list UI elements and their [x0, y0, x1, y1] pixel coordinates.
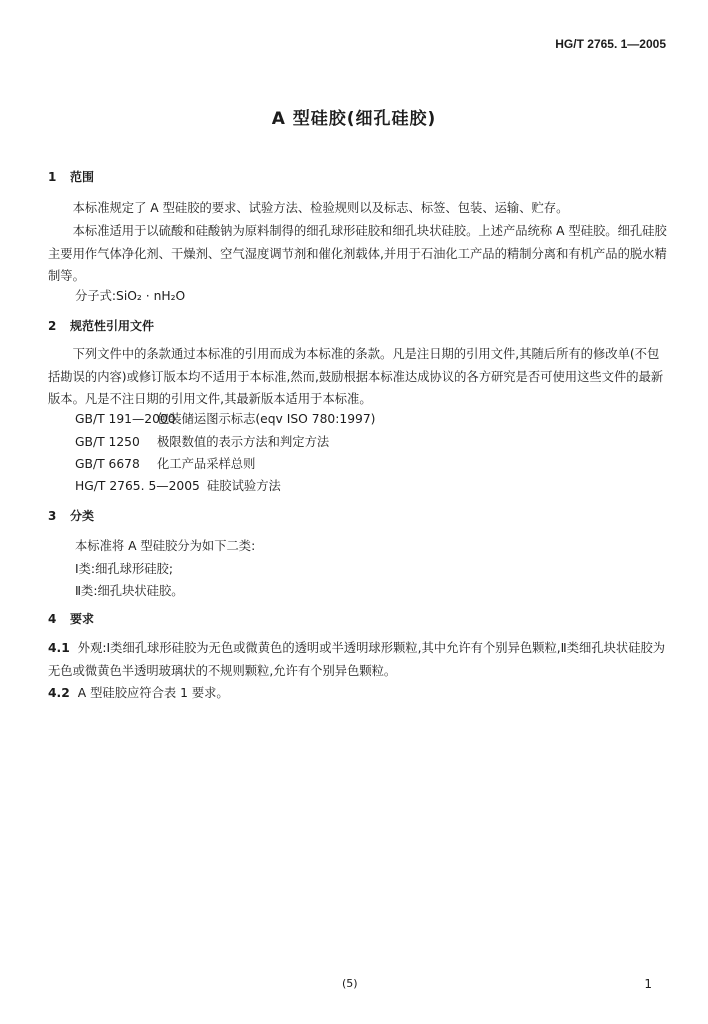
reference-item: [75, 454, 255, 472]
standard-code: HG/T 2765. 1—2005: [555, 37, 666, 51]
clause-number: 4.1: [48, 641, 70, 655]
reference-code: GB/T 191—2000: [75, 412, 176, 426]
reference-code: GB/T 6678: [75, 457, 140, 471]
section-title: 范围: [70, 170, 95, 184]
reference-code: GB/T 1250: [75, 435, 140, 449]
reference-title: 硅胶试验方法: [207, 479, 281, 493]
section-title: 要求: [70, 612, 95, 626]
clause-text: 外观:Ⅰ类细孔球形硅胶为无色或微黄色的透明或半透明球形颗粒,其中允许有个别异色颗粒,Ⅱ类细孔块状硅胶为无色或微黄色半透明玻璃状的不规则颗粒,允许有个别异色颗粒。: [48, 641, 666, 678]
reference-item: [75, 432, 329, 450]
clause-text: A 型硅胶应符合表 1 要求。: [77, 686, 229, 700]
references-paragraph: 下列文件中的条款通过本标准的引用而成为本标准的条款。凡是注日期的引用文件,其随后所有的修改单(不包括勘误的内容)或修订版本均不适用于本标准,然而,鼓励根据本标准达成协议的各方研究是否可使用这些文件的最新版本。凡是不注日期的引用文件,其最新版本适用于本标准。: [48, 347, 664, 406]
section-4-heading: [48, 610, 94, 627]
reference-item: [75, 476, 281, 494]
class-item-2: Ⅱ类:细孔块状硅胶。: [75, 584, 184, 598]
scope-paragraph-2: 本标准适用于以硫酸和硅酸钠为原料制得的细孔球形硅胶和细孔块状硅胶。上述产品统称 A 型硅胶。细孔硅胶主要用作气体净化剂、干燥剂、空气湿度调节剂和催化剂载体,并用于石油化工产品的精制分离和有机产品的脱水精制等。: [48, 224, 667, 283]
reference-item: [75, 409, 375, 427]
footer-mark: (5): [342, 977, 358, 990]
clause-number: 4.2: [48, 686, 70, 700]
classification-intro: 本标准将 A 型硅胶分为如下二类:: [75, 539, 256, 553]
clause-4-2: [48, 682, 668, 705]
reference-title: 包装储运图示标志(eqv ISO 780:1997): [157, 412, 376, 426]
section-number: 2: [48, 319, 57, 333]
section-number: 3: [48, 509, 57, 523]
reference-code: HG/T 2765. 5—2005: [75, 479, 200, 493]
section-3-heading: [48, 507, 94, 524]
document-title: A 型硅胶(细孔硅胶): [271, 109, 437, 129]
page-number: 1: [644, 977, 652, 991]
section-title: 规范性引用文件: [70, 319, 155, 333]
section-number: 4: [48, 612, 57, 626]
molecular-formula: 分子式:SiO₂ · nH₂O: [75, 289, 186, 303]
section-1-heading: [48, 168, 94, 185]
section-title: 分类: [70, 509, 95, 523]
section-number: 1: [48, 170, 57, 184]
reference-title: 极限数值的表示方法和判定方法: [157, 435, 330, 449]
class-item-1: Ⅰ类:细孔球形硅胶;: [75, 562, 173, 576]
scope-paragraph-1: 本标准规定了 A 型硅胶的要求、试验方法、检验规则以及标志、标签、包装、运输、贮存。: [72, 201, 569, 215]
section-2-heading: [48, 317, 154, 334]
reference-title: 化工产品采样总则: [157, 457, 256, 471]
clause-4-1: [48, 637, 668, 682]
